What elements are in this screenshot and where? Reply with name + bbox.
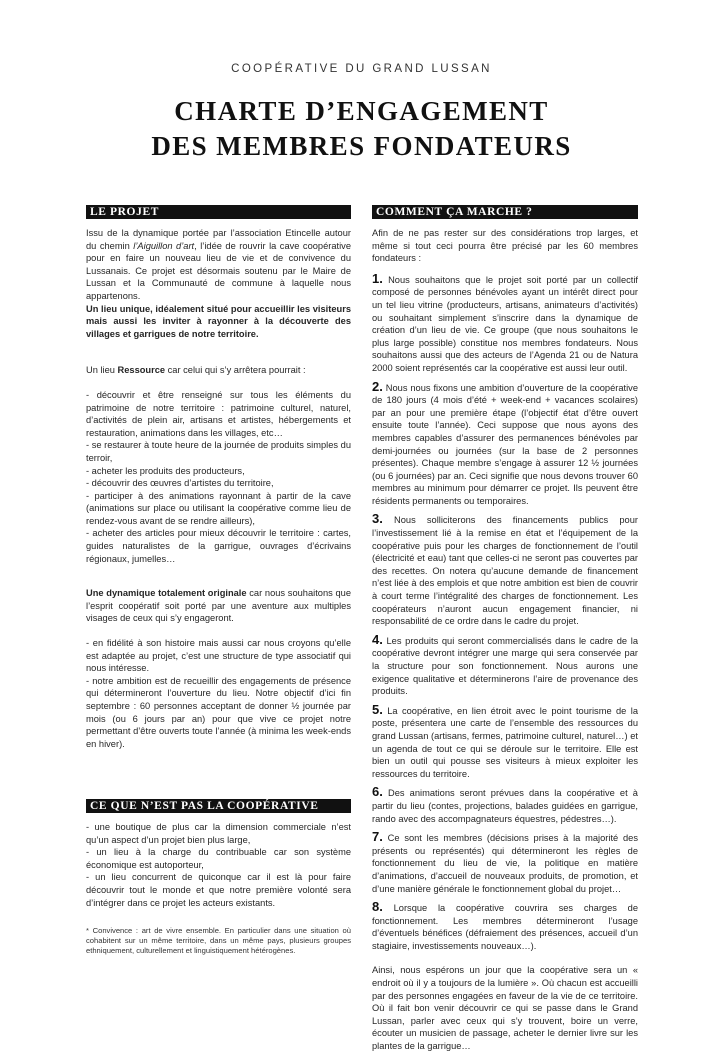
dynamique-list-item: - en fidélité à son histoire mais aussi car nous croyons qu’elle est adaptée au projet, c’est une structure de type associatif qui nous intéresse.: [86, 638, 351, 674]
ressource-list-item: - se restaurer à toute heure de la journée de produits simples du terroir,: [86, 440, 351, 463]
document-title-line2: DES MEMBRES FONDATEURS: [151, 131, 572, 161]
numbered-item: 3. Nous solliciterons des financements publics pour l’investissement lié à la remise en état et l’équipement de la coopérative puis pour les charges de fonctionnement de l’outil (électricité et eau) tant que celles-ci ne seront pas couvertes par des recettes. On notera qu’aucune demande de financement n’est liée à des emplois et que notre ambition est bien de couvrir à court terme l’intégralité des charges de fonctionnement. Les coopérateurs n’auront aucun engagement financier, ni responsabilité de ce ordre dans le cadre du projet.: [372, 511, 638, 627]
numbered-item: 8. Lorsque la coopérative couvrira ses charges de fonctionnement. Les membres détermineront l’usage d’éventuels bénéfices (défraiement des présences, accueil d’un stagiaire, investissements nouveaux…).: [372, 899, 638, 951]
document-title-line1: CHARTE D’ENGAGEMENT: [174, 96, 549, 126]
right-column: [372, 205, 638, 1053]
ressource-list-item: - découvrir des œuvres d’artistes du territoire,: [86, 478, 274, 489]
left-column: [86, 205, 351, 750]
marche-intro: Afin de ne pas rester sur des considérations trop larges, et même si tout ceci pourra être précisé par les 60 membres fondateurs :: [372, 228, 638, 264]
ressource-paragraph: Un lieu Ressource car celui qui s’y arrêtera pourrait :: [86, 365, 306, 376]
ressource-list-item: - acheter des articles pour mieux découvrir le territoire : cartes, guides naturalistes de la garrigue, ouvrages d’écrivains régionaux, jumelles…: [86, 528, 351, 564]
ressource-list-item: - découvrir et être renseigné sur tous les éléments du patrimoine de notre territoire : patrimoine culturel, naturel, d’activités de plein air, artisans et artistes, hébergements et restauration, animations dans les villages, etc…: [86, 389, 351, 438]
numbered-item: 7. Ce sont les membres (décisions prises à la majorité des présents ou représentés) qui détermineront les règles de fonctionnement du lieu de vie, la politique en matière d’animations, d’accueil de nouveaux produits, de promotion, et d’une manière générale le fonctionnement global du projet…: [372, 829, 638, 894]
projet-intro: Issu de la dynamique portée par l’association Etincelle autour du chemin l’Aiguillon d’art, l’idée de rouvrir la cave coopérative pour en faire un nouveau lieu de vie et de convivence du Lussanais. Ce projet est désormais soutenu par le Maire de Lussan et la Communauté de commune à laquelle nous appartenons.: [86, 228, 351, 301]
dynamique-list-item: - notre ambition est de recueillir des engagements de présence qui détermineront l’ouverture du lieu. Notre objectif d’ici fin septembre : 60 personnes acceptant de donner ½ journée par mois (ou 6 jours par an) pour que vive ce projet notre permettant d’être ouverts toute l’année (à minima les week-ends en hiver).: [86, 675, 351, 749]
numbered-item: 2. Nous nous fixons une ambition d’ouverture de la coopérative de 180 jours (4 mois d’été + week-end + vacances scolaires) par an pour une première étape (l’objectif état d’être ouvert ensuite toute l’année). Ceci suppose que nous ayons des membres capables d’assurer des permanences bénévoles par demi-journées ou journées (sur la base de 2 personnes présentes). Chaque membre s’engage à assurer 12 ½ journées (ou 6 journées) par an. Ceci signifie que nous devons trouver 60 membres au minimum pour démarrer ce projet. Ils peuvent être résidents permanents ou temporaires.: [372, 378, 638, 506]
closing-paragraph: Ainsi, nous espérons un jour que la coopérative sera un « endroit où il y a toujours de la lumière ». Où chacun est accueilli par des personnes engagées en faveur de la vie de ce territoire. Où il fait bon venir découvrir ce qui se passe dans le Grand Lussan, parler avec ceux qui s’y trouvent, boire un verre, écouter un musicien de passage, acheter le dernier livre sur les plantes de la garrigue…: [372, 965, 638, 1052]
ressource-list-item: - participer à des animations rayonnant à partir de la cave (animations sur place ou utilisant la coopérative comme lieu de rendez-vous avant de se rendre ailleurs),: [86, 490, 351, 526]
section-heading-projet: LE PROJET: [86, 205, 351, 219]
projet-intro-bold: Un lieu unique, idéalement situé pour accueillir les visiteurs mais aussi les inviter à rayonner à la découverte des villages et garrigues de notre territoire.: [86, 303, 351, 339]
pas-list-item: - une boutique de plus car la dimension commerciale n’est qu’un aspect d’un projet bien plus large,: [86, 822, 351, 845]
footnote: * Convivence : art de vivre ensemble. En particulier dans une situation où cohabitent sur un même territoire, dans un même pays, plusieurs groupes ethniquement, culturellement et linguistiquement hétérogènes.: [86, 926, 351, 955]
numbered-item: 4. Les produits qui seront commercialisés dans le cadre de la coopérative devront intégrer une marge qui sera conservée par la structure pour son fonctionnement. Nous aurons une exigence qualitative et déterminerons l’aire de provenance des produits.: [372, 631, 638, 697]
pas-list-item: - un lieu à la charge du contribuable car son système économique est autoporteur,: [86, 847, 351, 870]
pas-section: [86, 799, 351, 909]
ressource-list-item: - acheter les produits des producteurs,: [86, 465, 245, 476]
section-heading-pas: CE QUE N’EST PAS LA COOPÉRATIVE: [86, 799, 351, 813]
organization-name: COOPÉRATIVE DU GRAND LUSSAN: [231, 63, 492, 75]
numbered-item: 6. Des animations seront prévues dans la coopérative et à partir du lieu (contes, projections, balades guidées en garrigue, rando avec des accompagnateurs équestres, pédestres…).: [372, 784, 638, 824]
numbered-item: 1. Nous souhaitons que le projet soit porté par un collectif composé de personnes bénévoles ayant un intérêt direct pour un tel lieu vitrine (producteurs, artisans, animateurs d’activités) ou souhaitant simplement s’inscrire dans la dynamique de création d’un lieu de vie. Ce groupe (que nous souhaitons le plus large possible) constitue nos membres fondateurs. Nous souhaitons aussi que des acteurs de l’Agenda 21 ou de Natura 2000 soient représentés car la coopérative est aussi leur outil.: [372, 270, 639, 373]
pas-list-item: - un lieu concurrent de quiconque car il est là pour faire découvrir tout le monde et que notre première volonté sera d’intégrer dans ce projet les acteurs existants.: [86, 872, 351, 908]
numbered-item: 5. La coopérative, en lien étroit avec le point tourisme de la poste, présentera une carte de l’ensemble des ressources du grand Lussan (artisans, fermes, patrimoine culturel, naturel…) et un agenda de tout ce qui se déroule sur le territoire. Elle est bien un outil qui pousse ses visiteurs à mieux exploiter les ressources du territoire.: [372, 701, 638, 779]
section-heading-marche: COMMENT ÇA MARCHE ?: [372, 205, 638, 219]
dynamique-paragraph: Une dynamique totalement originale car nous souhaitons que l’esprit coopératif soit porté par une aventure aux multiples visages de ceux qui s’y engageront.: [86, 588, 352, 624]
